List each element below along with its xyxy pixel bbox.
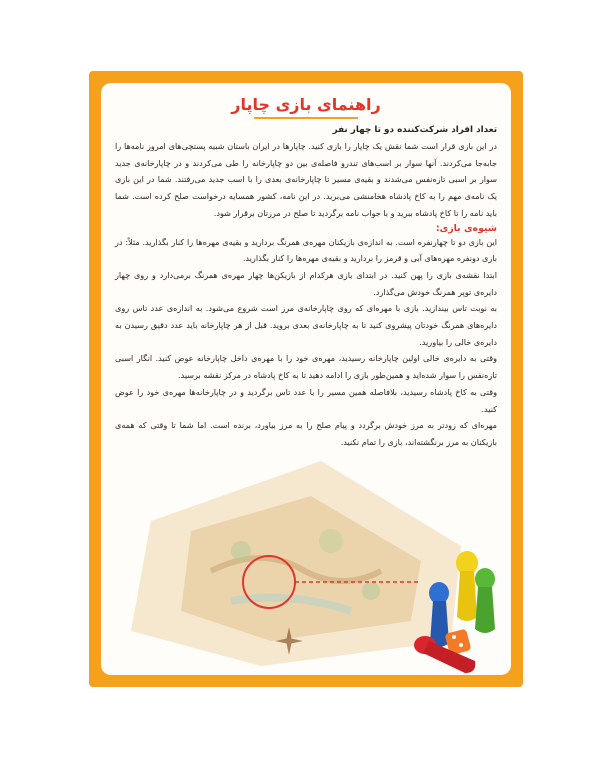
rule-paragraph-5: وقتی به کاخ پادشاه رسیدید، بلافاصله همین مسیر را با عدد تاس برگردید و در چاپارخانه‌ها مهره‌ی خود را عوض کنید. — [115, 386, 497, 414]
rule-paragraph-6: مهره‌ای که زودتر به مرز خودش برگردد و پیام صلح را به مرز بیاورد، برنده است. اما شما تا وقتی که همه‌ی بازیکنان به مرز برنگشته‌اند، بازی را تمام نکنید. — [115, 420, 497, 447]
green-pawn-icon — [475, 568, 495, 633]
guide-title-text: راهنمای بازی چاپار — [231, 95, 381, 114]
rules-heading: شیوه‌ی بازی: — [435, 222, 497, 234]
rule-paragraph-4: وقتی به دایره‌ی خالی اولین چاپارخانه رسیدید، مهره‌ی خود را با مهره‌ی داخل چاپارخانه عوض کنید. انگار اسبی تازه‌نفس را سوار شده‌اید و همین‌طور بازی را ادامه دهید تا به کاخ پادشاه در مرکز نقشه برسید. — [115, 353, 497, 381]
yellow-pawn-icon — [456, 551, 478, 621]
game-pieces-illustration — [405, 533, 511, 675]
rule-paragraph-2: ابتدا نقشه‌ی بازی را پهن کنید. در ابتدای بازی هرکدام از بازیکن‌ها چهار مهره‌ی همرنگ برمی‌دارد و روی چهار دایره‌ی توپر همرنگ خودش می‌گذارد. — [115, 269, 497, 297]
guide-card — [101, 83, 511, 675]
guide-frame — [89, 71, 523, 687]
rule-paragraph-1: این بازی دو تا چهارنفره است. به اندازه‌ی بازیکنان مهره‌ی همرنگ بردارید و بقیه‌ی مهره‌ها را کنار بگذارید. مثلاً: در بازی دونفره مهره‌های آبی و قرمز را بردارید و بقیه‌ی مهره‌ها را کنار بگذارید. — [115, 236, 497, 264]
players-count: تعداد افراد شرکت‌کننده دو تا چهار نفر — [332, 125, 497, 135]
intro-paragraph: در این بازی قرار است شما نقش یک چاپار را بازی کنید. چاپارها در ایران باستان شبیه پستچی‌های امروز نامه‌ها را جابه‌جا می‌کردند. آنها سوار بر اسب‌های تندرو فاصله‌ی بین دو چاپارخانه را طی می‌کردند و در چاپارخانه‌ی جدید سوار بر اسبی تازه‌نفس می‌شدند و بقیه‌ی مسیر تا چاپارخانه‌ی بعدی را با اسب جدید می‌رفتند. شما در این بازی یک نامه‌ی مهم را به کاخ پادشاه هخامنشی می‌برید. در این نامه، کشور همسایه درخواست صلح کرده است. شما باید نامه را تا کاخ پادشاه ببرید و با جواب نامه برگردید تا صلح در مرزتان برقرار شود. — [115, 141, 497, 218]
guide-title — [115, 95, 497, 119]
title-underline — [254, 117, 358, 119]
rule-paragraph-3: به نوبت تاس بیندازید. بازی با مهره‌ای که روی چاپارخانه‌ی مرز است شروع می‌شود. به اندازه‌ی عدد تاس روی دایره‌های همرنگ خودتان پیشروی کنید تا به چاپارخانه‌ی بعدی بروید. قبل از هر چاپارخانه باید عدد دقیق رسیدن به دایره‌ی خالی را بیاورید. — [115, 303, 497, 347]
guide-content — [115, 93, 497, 451]
